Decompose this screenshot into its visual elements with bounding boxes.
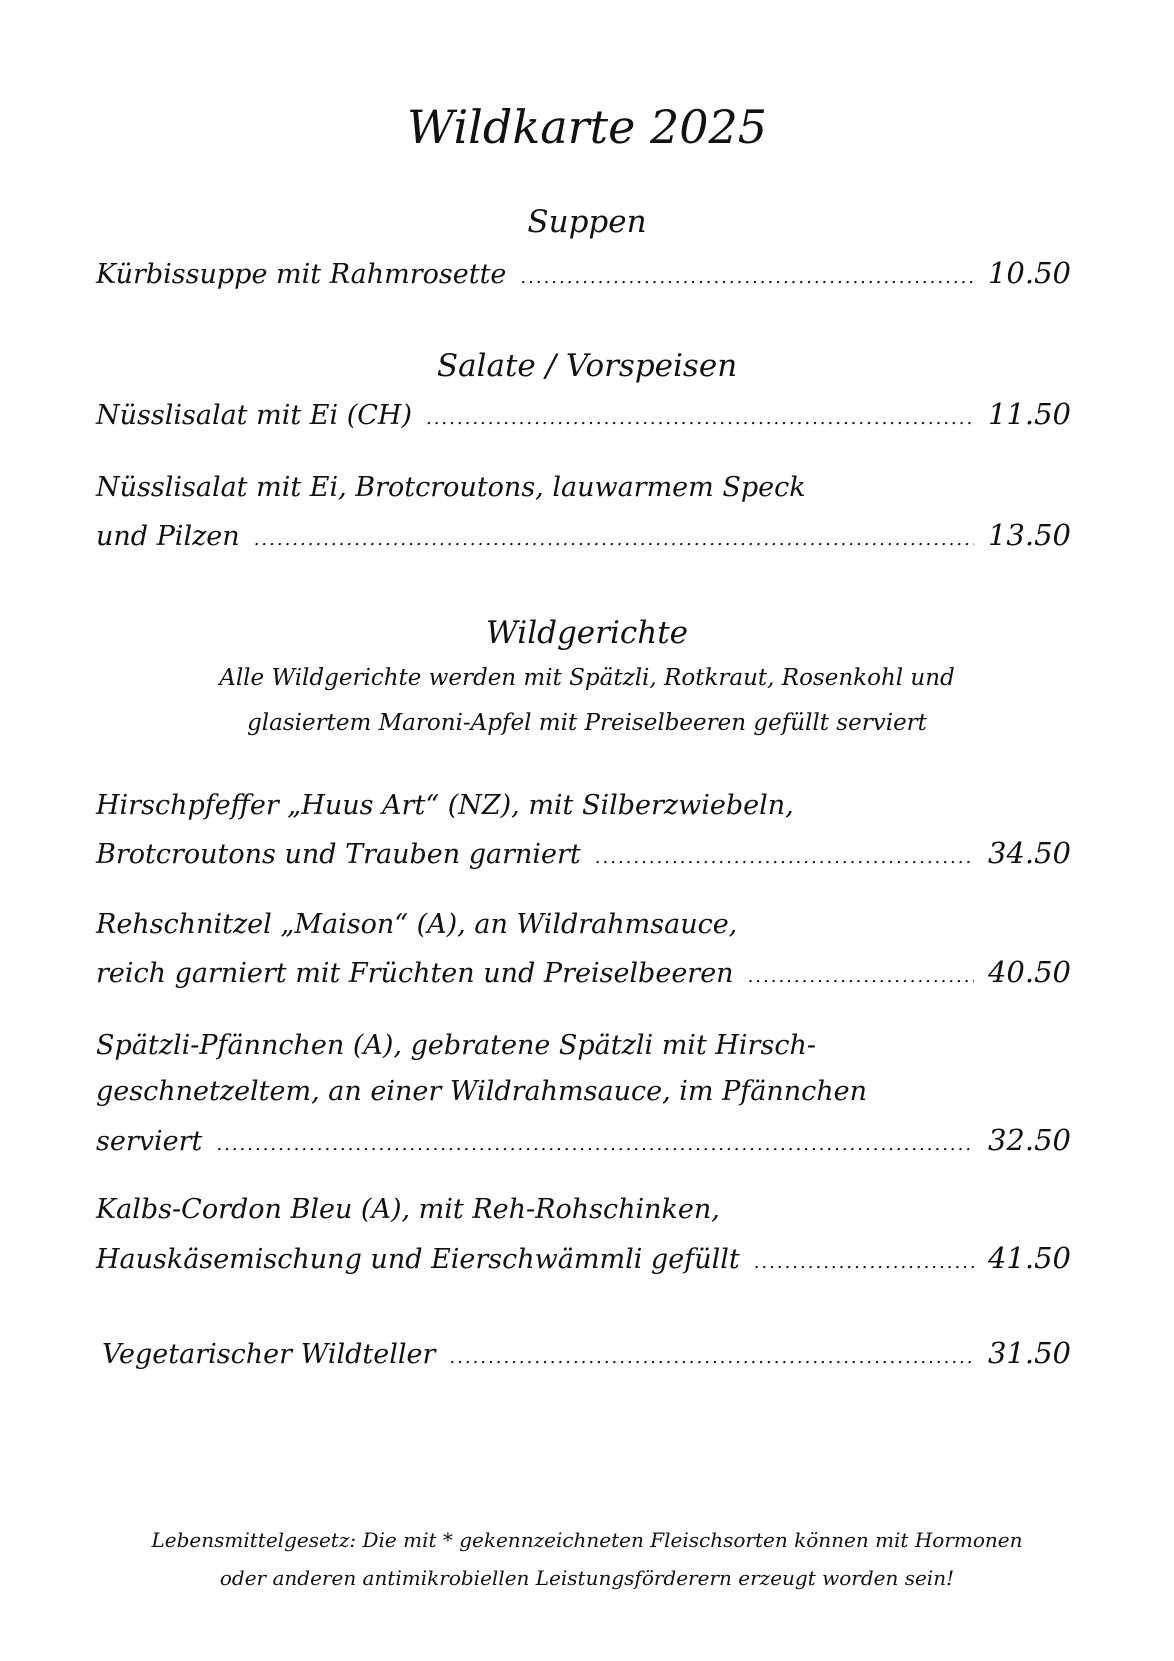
item-name: Brotcroutons und Trauben garniert [96, 839, 581, 870]
item-name: Nüsslisalat mit Ei (CH) [96, 400, 412, 431]
item-price: 40.50 [987, 955, 1071, 989]
menu-item-line [96, 909, 1071, 940]
menu-item [96, 397, 1071, 431]
item-price: 41.50 [987, 1241, 1071, 1275]
item-name: geschnetzeltem, an einer Wildrahmsauce, im Pfännchen [96, 1076, 867, 1107]
section-heading-suppen: Suppen [527, 204, 647, 240]
item-name: Vegetarischer Wildteller [102, 1339, 436, 1370]
item-name: Kürbissuppe mit Rahmrosette [96, 259, 507, 290]
item-name: Hauskäsemischung und Eierschwämmli gefüllt [96, 1244, 740, 1275]
item-price: 11.50 [987, 397, 1071, 431]
menu-item-line [96, 1030, 1071, 1061]
dot-leader [426, 408, 974, 429]
dot-leader [754, 1252, 974, 1273]
item-price: 34.50 [987, 836, 1071, 870]
item-price: 10.50 [987, 256, 1071, 290]
dot-leader [254, 529, 974, 550]
item-name: serviert [96, 1126, 203, 1157]
footer-note: Lebensmittelgesetz: Die mit * gekennzeichneten Fleischsorten können mit Hormonen [151, 1528, 1023, 1552]
dot-leader [520, 267, 974, 288]
page-title: Wildkarte 2025 [406, 100, 768, 154]
dot-leader [449, 1347, 974, 1368]
item-name: Nüsslisalat mit Ei, Brotcroutons, lauwarmem Speck [96, 472, 806, 503]
item-name: reich garniert mit Früchten und Preiselbeeren [96, 958, 734, 989]
item-name: und Pilzen [96, 521, 240, 552]
item-name: Rehschnitzel „Maison“ (A), an Wildrahmsauce, [96, 909, 738, 940]
dot-leader [748, 966, 974, 987]
menu-item [96, 256, 1071, 290]
item-price: 13.50 [987, 518, 1071, 552]
item-name: Kalbs-Cordon Bleu (A), mit Reh-Rohschinken, [96, 1194, 720, 1225]
dot-leader [216, 1134, 974, 1155]
section-heading-wildgerichte: Wildgerichte [485, 615, 689, 651]
menu-item [96, 836, 1071, 870]
section-description: glasiertem Maroni-Apfel mit Preiselbeeren gefüllt serviert [247, 710, 927, 736]
item-price: 31.50 [987, 1336, 1071, 1370]
menu-item-line [96, 1194, 1071, 1225]
item-name: Hirschpfeffer „Huus Art“ (NZ), mit Silberzwiebeln, [96, 790, 794, 821]
menu-item [96, 1241, 1071, 1275]
menu-item-line [96, 1076, 1071, 1107]
item-name: Spätzli-Pfännchen (A), gebratene Spätzli mit Hirsch- [96, 1030, 816, 1061]
section-description: Alle Wildgerichte werden mit Spätzli, Rotkraut, Rosenkohl und [219, 665, 955, 691]
footer-note: oder anderen antimikrobiellen Leistungsförderern erzeugt worden sein! [219, 1566, 955, 1590]
menu-item [102, 1336, 1071, 1370]
menu-item [96, 518, 1071, 552]
menu-item [96, 955, 1071, 989]
section-heading-salate: Salate / Vorspeisen [436, 348, 738, 384]
item-price: 32.50 [987, 1123, 1071, 1157]
menu-item [96, 1123, 1071, 1157]
dot-leader [595, 847, 974, 868]
menu-item-line [96, 472, 1071, 503]
menu-item-line [96, 790, 1071, 821]
